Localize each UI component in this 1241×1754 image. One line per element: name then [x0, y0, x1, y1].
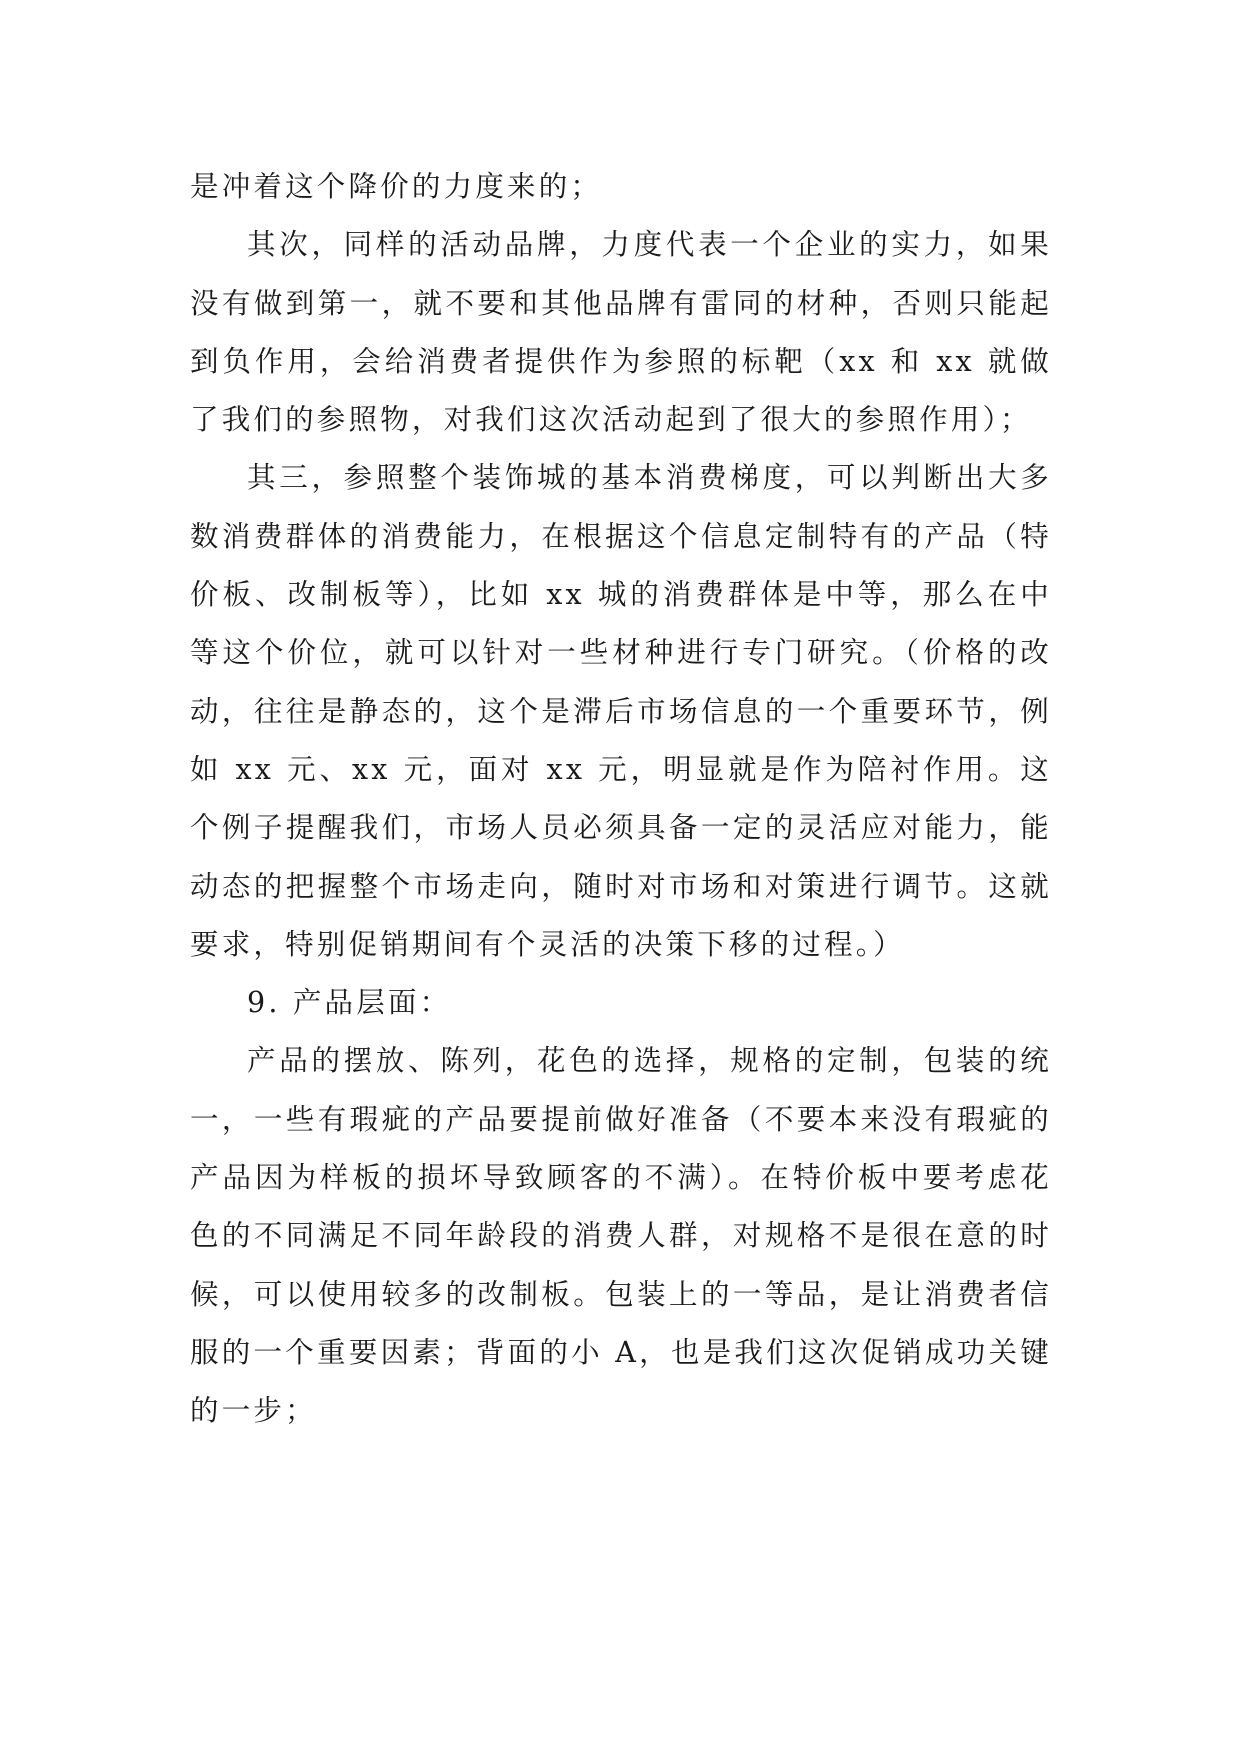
paragraph-4-heading: 9. 产品层面： [247, 986, 452, 1020]
paragraph-5: 产品的摆放、陈列，花色的选择，规格的定制，包装的统一，一些有瑕疵的产品要提前做好准备（不要本来没有瑕疵的产品因为样板的损坏导致顾客的不满）。在特价板中要考虑花色的不同满足不同年龄段的消费人群，对规格不是很在意的时候，可以使用较多的改制板。包装上的一等品，是让消费者信服的一个重要因素；背面的小 A，也是我们这次促销成功关键的一步； [190, 1044, 1052, 1428]
paragraph-3: 其三，参照整个装饰城的基本消费梯度，可以判断出大多数消费群体的消费能力，在根据这个信息定制特有的产品（特价板、改制板等），比如 xx 城的消费群体是中等，那么在中等这个价位，就可以针对一些材种进行专门研究。（价格的改动，往往是静态的，这个是滞后市场信息的一个重要环节，例如 xx 元、xx 元，面对 xx 元，明显就是作为陪衬作用。这个例子提醒我们，市场人员必须具备一定的灵活应对能力，能动态的把握整个市场走向，随时对市场和对策进行调节。这就要求，特别促销期间有个灵活的决策下移的过程。） [190, 461, 1052, 961]
paragraph-2: 其次，同样的活动品牌，力度代表一个企业的实力，如果没有做到第一，就不要和其他品牌有雷同的材种，否则只能起到负作用，会给消费者提供作为参照的标靶（xx 和 xx 就做了我们的参照物，对我们这次活动起到了很大的参照作用）； [190, 228, 1052, 437]
document-body [190, 158, 1052, 1441]
paragraph-1: 是冲着这个降价的力度来的； [190, 170, 603, 203]
